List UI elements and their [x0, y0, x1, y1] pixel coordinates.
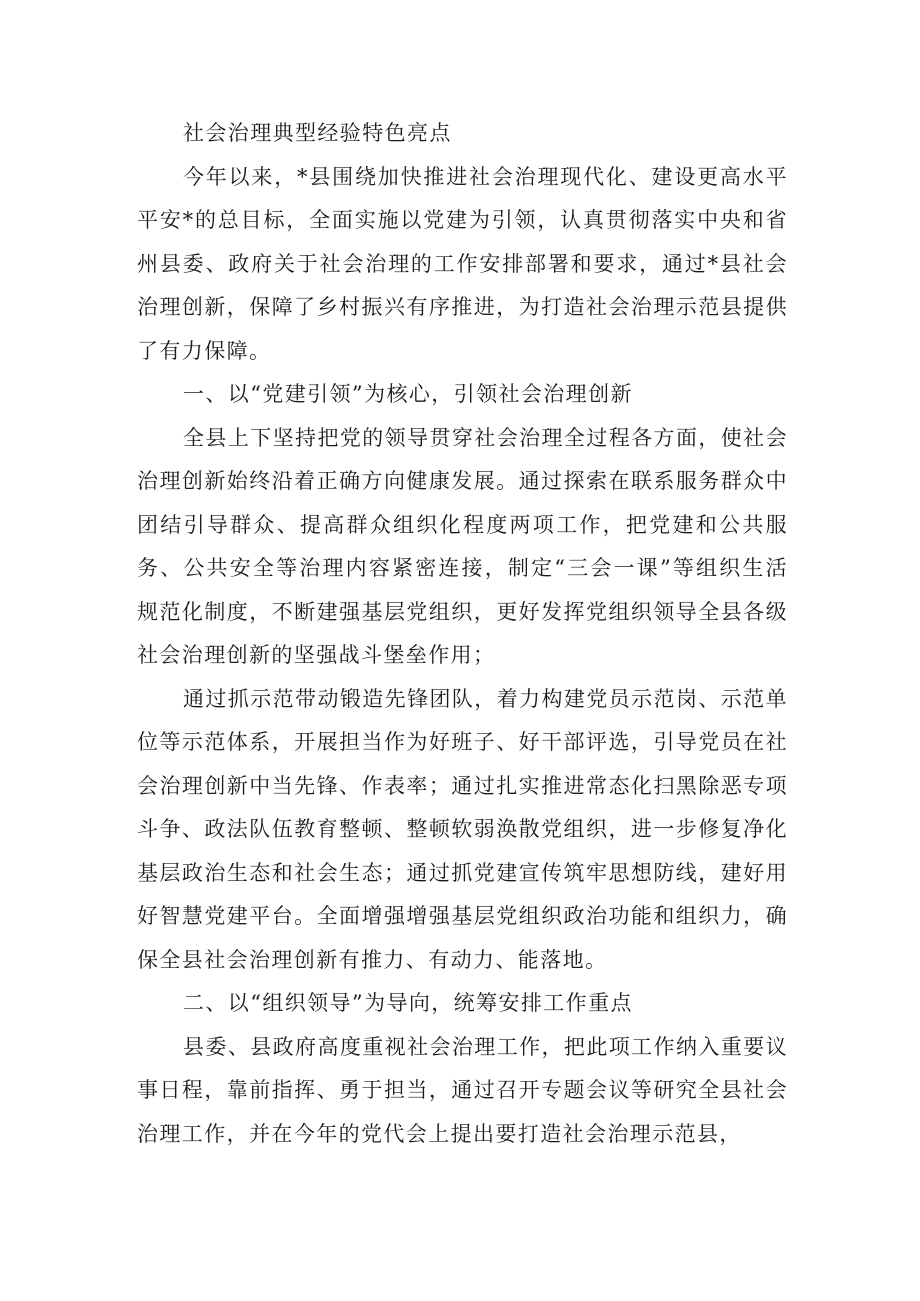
paragraph-section-1b: 通过抓示范带动锻造先锋团队，着力构建党员示范岗、示范单位等示范体系，开展担当作为好班子、好干部评选，引导党员在社会治理创新中当先锋、作表率；通过扎实推进常态化扫黑除恶专项斗争、政法队伍教育整顿、整顿软弱涣散党组织，进一步修复净化基层政治生态和社会生态；通过抓党建宣传筑牢思想防线，建好用好智慧党建平台。全面增强增强基层党组织政治功能和组织力，确保全县社会治理创新有推力、有动力、能落地。 [137, 686, 788, 972]
paragraph-section-1a: 全县上下坚持把党的领导贯穿社会治理全过程各方面，使社会治理创新始终沿着正确方向健康发展。通过探索在联系服务群众中团结引导群众、提高群众组织化程度两项工作，把党建和公共服务、公共安全等治理内容紧密连接，制定“三会一课”等组织生活规范化制度，不断建强基层党组织，更好发挥党组织领导全县各级社会治理创新的坚强战斗堡垒作用； [137, 425, 788, 667]
paragraph-section-2a: 县委、县政府高度重视社会治理工作，把此项工作纳入重要议事日程，靠前指挥、勇于担当，通过召开专题会议等研究全县社会治理工作，并在今年的党代会上提出要打造社会治理示范县， [137, 1034, 788, 1146]
paragraph-intro: 今年以来，*县围绕加快推进社会治理现代化、建设更高水平平安*的总目标，全面实施以党建为引领，认真贯彻落实中央和省州县委、政府关于社会治理的工作安排部署和要求，通过*县社会治理创新，保障了乡村振兴有序推进，为打造社会治理示范县提供了有力保障。 [137, 164, 788, 363]
document-title: 社会治理典型经验特色亮点 [183, 121, 452, 145]
section-heading-2: 二、以“组织领导”为导向，统筹安排工作重点 [183, 991, 633, 1015]
section-heading-1: 一、以“党建引领”为核心，引领社会治理创新 [183, 382, 633, 406]
document-body [137, 112, 788, 1156]
